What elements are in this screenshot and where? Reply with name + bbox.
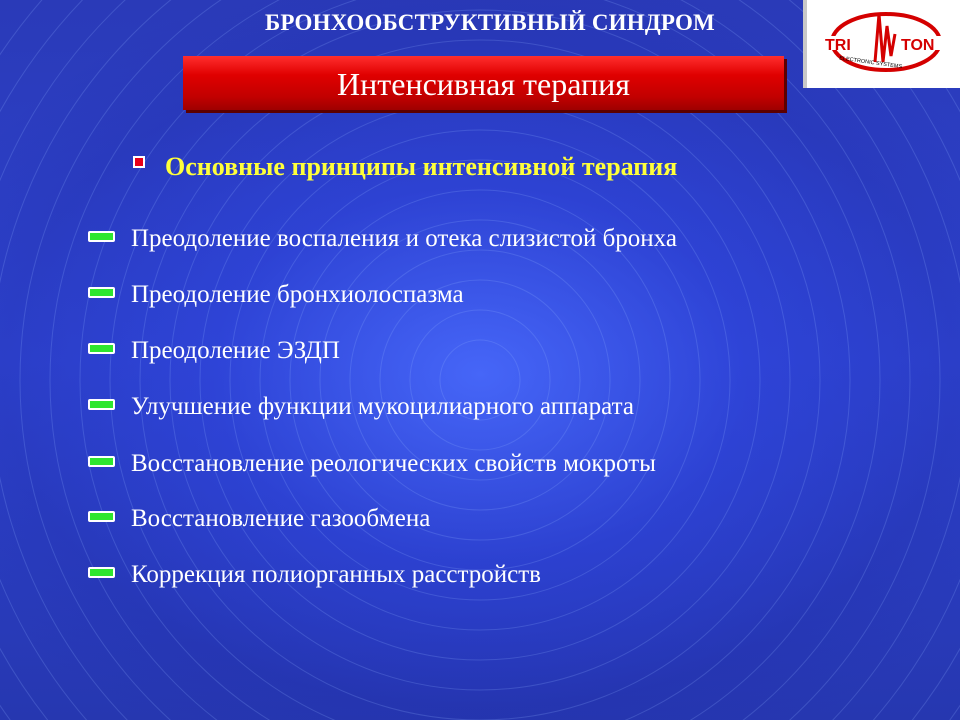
list-item — [88, 281, 888, 315]
list-item-text: Преодоление бронхиолоспазма — [131, 281, 464, 308]
section-heading: Основные принципы интенсивной терапия — [165, 152, 678, 181]
title-banner — [183, 56, 784, 110]
list-item — [88, 337, 888, 371]
list-item-text: Коррекция полиорганных расстройств — [131, 561, 541, 588]
list-item-text: Преодоление ЭЗДП — [131, 337, 340, 364]
green-dash-bullet-icon — [88, 456, 115, 467]
tritton-logo-icon — [813, 4, 959, 84]
green-dash-bullet-icon — [88, 343, 115, 354]
list-item-text: Преодоление воспаления и отека слизистой бронха — [131, 225, 677, 252]
banner-title: Интенсивная терапия — [337, 66, 630, 102]
green-dash-bullet-icon — [88, 231, 115, 242]
green-dash-bullet-icon — [88, 511, 115, 522]
list-item — [88, 450, 888, 484]
list-item-text: Восстановление газообмена — [131, 505, 431, 532]
logo-word-right: TON — [901, 37, 935, 54]
logo-tagline: ELECTRONIC SYSTEMS — [838, 55, 903, 71]
green-dash-bullet-icon — [88, 567, 115, 578]
list-item — [88, 505, 888, 539]
green-dash-bullet-icon — [88, 399, 115, 410]
list-item-text: Улучшение функции мукоцилиарного аппарата — [131, 393, 634, 420]
logo-word-left: TRI — [825, 37, 851, 54]
list-item — [88, 393, 888, 427]
green-dash-bullet-icon — [88, 287, 115, 298]
company-logo — [803, 0, 960, 88]
slide-top-title: БРОНХООБСТРУКТИВНЫЙ СИНДРОМ — [265, 10, 715, 35]
list-item — [88, 561, 888, 595]
list-item-text: Восстановление реологических свойств мокроты — [131, 450, 656, 477]
red-square-bullet-icon — [133, 156, 145, 168]
list-item — [88, 225, 888, 259]
